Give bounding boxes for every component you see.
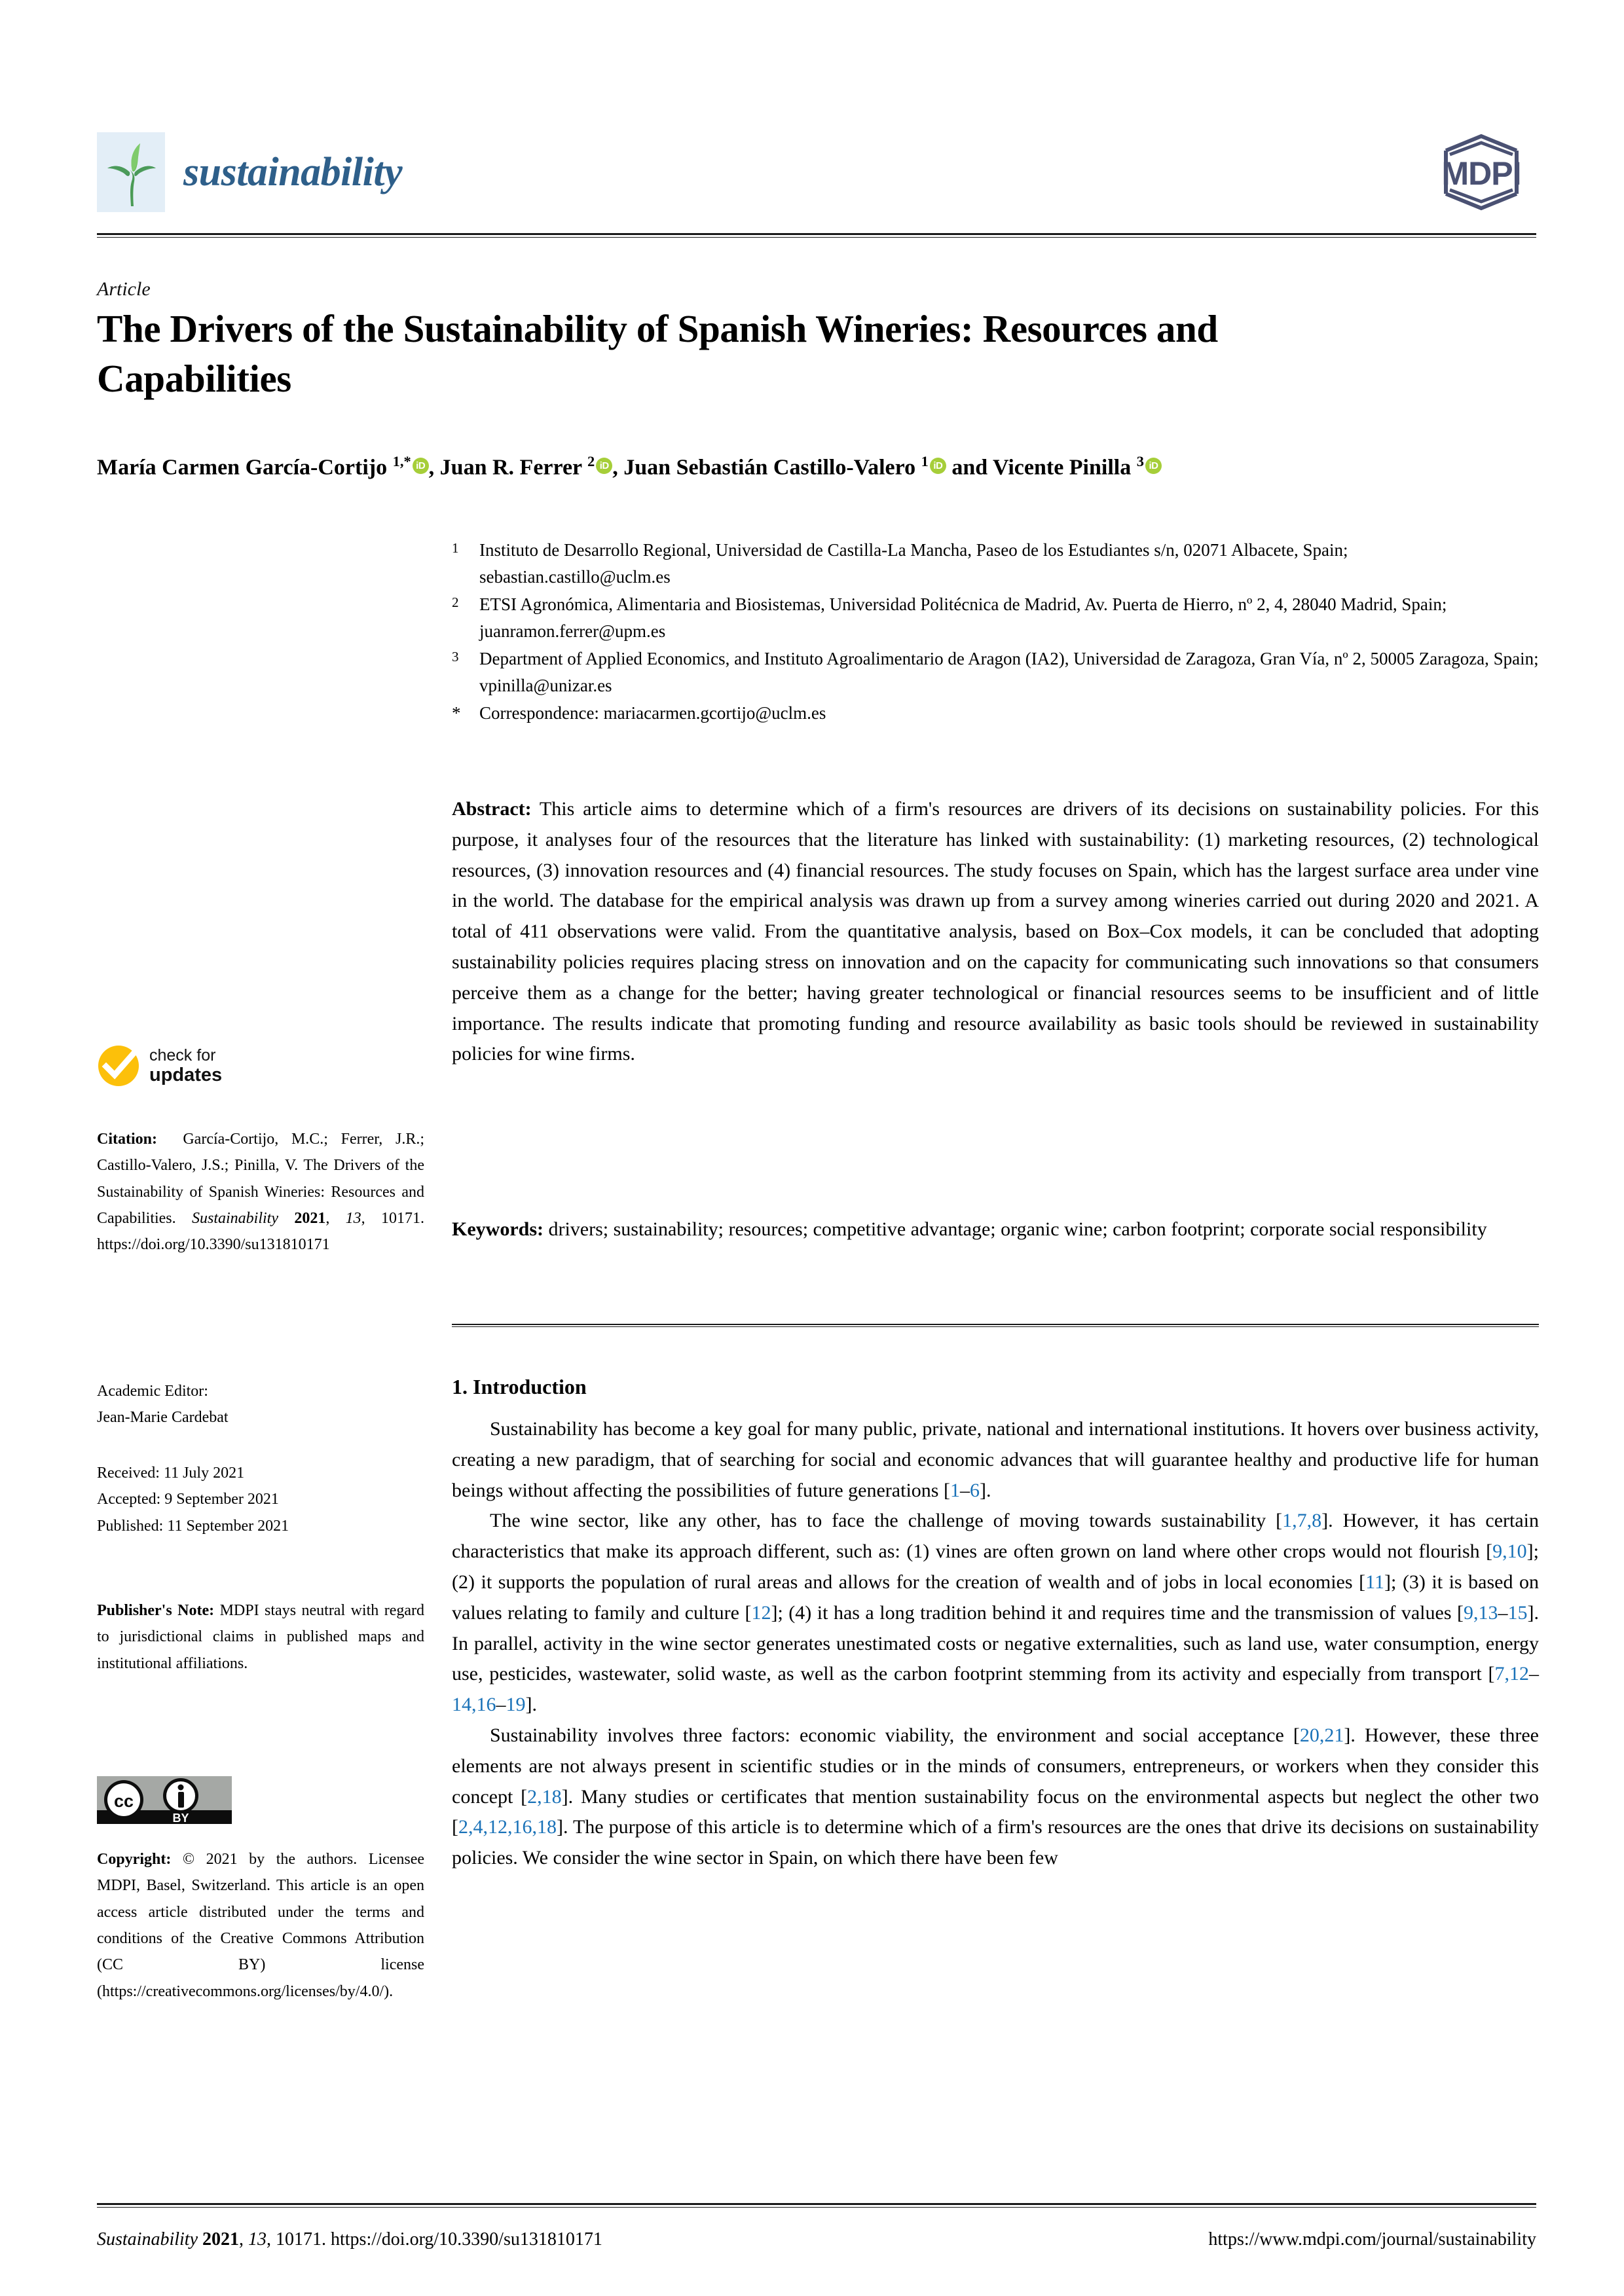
seedling-logo-tile: [97, 132, 165, 212]
affiliation-marker: 3: [452, 649, 459, 665]
keywords-text: drivers; sustainability; resources; competitive advantage; organic wine; carbon footprint; corporate social responsibility: [548, 1218, 1487, 1240]
orcid-icon[interactable]: iD: [1145, 458, 1162, 474]
citation-block: [97, 1126, 424, 1258]
date-accepted: Accepted: 9 September 2021: [97, 1491, 279, 1508]
affiliation-text: ETSI Agronómica, Alimentaria and Biosistemas, Universidad Politécnica de Madrid, Av. Puerta de Hierro, nº 2, 4, 28040 Madrid, Spain; juanramon.ferrer@upm.es: [479, 594, 1447, 642]
check-updates-line2: updates: [149, 1064, 223, 1085]
svg-text:MDPI: MDPI: [1441, 155, 1521, 192]
copyright-label: Copyright:: [97, 1851, 172, 1868]
affiliation-marker: 1: [452, 540, 459, 556]
check-updates-icon: [97, 1044, 140, 1087]
citation-text: García-Cortijo, M.C.; Ferrer, J.R.; Castillo-Valero, J.S.; Pinilla, V. The Drivers of the Sustainability of Spanish Wineries: Resources and Capabilities. Sustainability 2021, 13, 10171. https://doi.org/10.3390/su131810171: [97, 1131, 425, 1254]
author-list: María Carmen García-Cortijo $^{1,*}$ iD , Juan R. Ferrer $^2$ iD , Juan Sebastián Castillo-Valero $^1$ iD and Vicente Pinilla $^3$ iD: [97, 452, 1538, 483]
academic-editor-name: Jean-Marie Cardebat: [97, 1409, 229, 1427]
academic-editor-label: Academic Editor:: [97, 1383, 208, 1400]
journal-masthead: [97, 123, 1536, 221]
page-footer: [97, 2229, 1536, 2250]
keywords-label: Keywords:: [452, 1218, 544, 1240]
footer-divider: [97, 2203, 1536, 2208]
section-heading-introduction: 1. Introduction: [452, 1375, 587, 1398]
publishers-note-text: MDPI stays neutral with regard to jurisdictional claims in published maps and institutional affiliations.: [97, 1602, 424, 1672]
journal-title: sustainability: [183, 149, 403, 194]
correspondence-marker: *: [452, 703, 461, 723]
abstract-text: This article aims to determine which of a firm's resources are drivers of its decisions on sustainability policies. For this purpose, it analyses four of the resources that the literature has linked with sustainability: (1) marketing resources, (2) technological resources, (3) innovation resources and (4) financial resources. The study focuses on Spain, which has the largest surface area under vine in the world. The database for the empirical analysis was drawn up from a survey among wineries carried out during 2020 and 2021. A total of 411 observations were valid. From the quantitative analysis, based on Box–Cox models, it can be concluded that adopting sustainability policies requires placing stress on innovation and on the capacity for communicating such innovations so that consumers perceive them as a change for the better; having greater technological or financial resources seems to be insufficient and of little importance. The results indicate that promoting funding and resource availability as basic tools should be reviewed in sustainability policies for wine firms.: [452, 798, 1539, 1065]
svg-text:BY: BY: [172, 1812, 189, 1824]
keywords-block: [452, 1214, 1539, 1245]
abstract-block: [452, 794, 1539, 1070]
copyright-block: [97, 1846, 424, 2005]
correspondence-item: [452, 700, 1539, 727]
paragraph: The wine sector, like any other, has to face the challenge of moving towards sustainability [1,7,8]. However, it has certain characteristics that make its approach different, such as: (1) vines are often grown on land where other crops would not flourish [9,10]; (2) it supports the population of rural areas and allows for the creation of wealth and of jobs in local economies [11]; (3) it is based on values relating to family and culture [12]; (4) it has a long tradition behind it and requires time and the transmission of values [9,13–15]. In parallel, activity in the wine sector generates unestimated costs or negative externalities, such as land use, water consumption, energy use, pesticides, wastewater, solid waste, as well as the carbon footprint stemming from its activity and especially from transport [7,12–14,16–19].: [452, 1510, 1540, 1716]
article-type-label: Article: [97, 278, 151, 300]
affiliation-item: [452, 646, 1539, 699]
mdpi-logo-icon: [1426, 134, 1536, 211]
paragraph: Sustainability has become a key goal for many public, private, national and international institutions. It hovers over business activity, creating a new paradigm, that of searching for social and economic advances that will guarantee healthy and productive life for human beings without affecting the possibilities of future generations [1–6].: [452, 1418, 1539, 1501]
date-published: Published: 11 September 2021: [97, 1517, 289, 1535]
publication-dates-block: [97, 1460, 424, 1539]
affiliation-item: [452, 537, 1539, 591]
publishers-note-label: Publisher's Note:: [97, 1602, 215, 1619]
affiliation-marker: 2: [452, 594, 459, 611]
orcid-icon[interactable]: iD: [930, 458, 946, 474]
footer-citation: Sustainability 2021, 13, 10171. https://doi.org/10.3390/su131810171: [97, 2229, 602, 2250]
academic-editor-block: [97, 1378, 424, 1431]
check-for-updates-badge[interactable]: [97, 1044, 424, 1087]
footer-journal-url[interactable]: https://www.mdpi.com/journal/sustainability: [1208, 2229, 1536, 2250]
orcid-icon[interactable]: iD: [413, 458, 429, 474]
header-divider: [97, 233, 1536, 238]
citation-label: Citation:: [97, 1131, 157, 1148]
check-updates-line1: check for: [149, 1046, 216, 1065]
affiliation-list: [452, 537, 1539, 727]
cc-by-license-badge[interactable]: [97, 1776, 232, 1824]
publishers-note-block: [97, 1597, 424, 1677]
paragraph: Sustainability involves three factors: economic viability, the environment and social acceptance [20,21]. However, these three elements are not always present in scientific studies or in the minds of consumers, entrepreneurs, or workers when they consider this concept [2,18]. Many studies or certificates that mention sustainability focus on the environmental aspects but neglect the other two [2,4,12,16,18]. The purpose of this article is to determine which of a firm's resources are the ones that drive its decisions on sustainability policies. We consider the wine sector in Spain, on which there have been few: [452, 1724, 1539, 1869]
introduction-body: [452, 1414, 1539, 1874]
copyright-text: © 2021 by the authors. Licensee MDPI, Basel, Switzerland. This article is an open access article distributed under the terms and conditions of the Creative Commons Attribution (CC BY) license (https://creativecommons.org/licenses/by/4.0/).: [97, 1851, 424, 2000]
affiliation-item: [452, 591, 1539, 645]
date-received: Received: 11 July 2021: [97, 1465, 245, 1482]
mdpi-logo: [1426, 134, 1536, 211]
abstract-label: Abstract:: [452, 798, 532, 820]
page-title: The Drivers of the Sustainability of Spanish Wineries: Resources and Capabilities: [97, 307, 1218, 400]
affiliation-text: Instituto de Desarrollo Regional, Universidad de Castilla-La Mancha, Paseo de los Estudiantes s/n, 02071 Albacete, Spain; sebastian.castillo@uclm.es: [479, 540, 1348, 587]
creative-commons-icon: [97, 1776, 232, 1824]
journal-brand: [97, 132, 402, 212]
svg-text:cc: cc: [113, 1791, 134, 1811]
orcid-icon[interactable]: iD: [596, 458, 612, 474]
seedling-icon: [103, 138, 158, 206]
affiliation-text: Department of Applied Economics, and Instituto Agroalimentario de Aragon (IA2), Universidad de Zaragoza, Gran Vía, nº 2, 50005 Zaragoza, Spain; vpinilla@unizar.es: [479, 649, 1539, 696]
abstract-divider: [452, 1324, 1539, 1327]
correspondence-text: Correspondence: mariacarmen.gcortijo@uclm.es: [479, 703, 826, 723]
